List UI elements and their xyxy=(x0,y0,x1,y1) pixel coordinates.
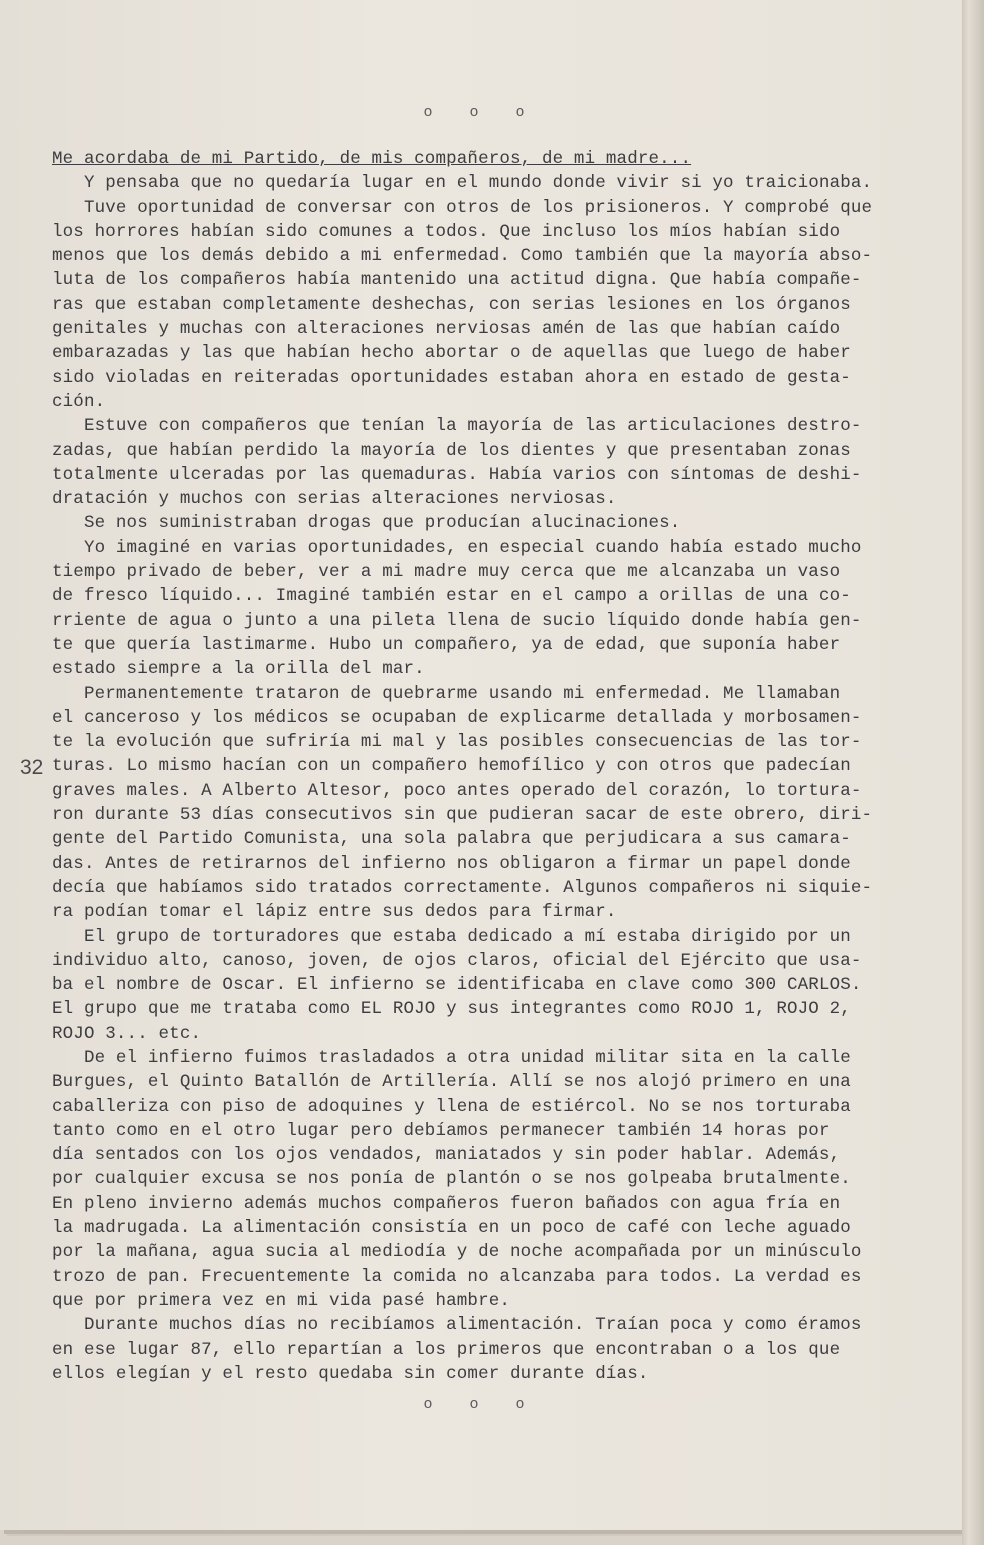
text-line: ROJO 3... etc. xyxy=(52,1023,202,1044)
text-line: totalmente ulceradas por las quemaduras. Había varios con síntomas de deshi- xyxy=(52,464,862,485)
text-line: Durante muchos días no recibíamos alimentación. Traían poca y como éramos xyxy=(52,1315,862,1336)
text-line: el canceroso y los médicos se ocupaban de explicarme detallada y morbosamen- xyxy=(52,707,862,728)
text-line: ción. xyxy=(52,391,106,412)
text-line: por la mañana, agua sucia al mediodía y de noche acompañada por un minúsculo xyxy=(52,1242,862,1263)
text-line: los horrores habían sido comunes a todos. Que incluso los míos habían sido xyxy=(52,221,841,242)
text-line: tanto como en el otro lugar pero debíamos permanecer también 14 horas por xyxy=(52,1120,830,1141)
text-line: Se nos suministraban drogas que producían alucinaciones. xyxy=(52,513,681,534)
text-line: ras que estaban completamente deshechas, con serias lesiones en los órganos xyxy=(52,294,851,315)
text-line: gente del Partido Comunista, una sola palabra que perjudicara a sus camara- xyxy=(52,829,851,850)
text-line: de fresco líquido... Imaginé también estar en el campo a orillas de una co- xyxy=(52,586,851,607)
text-line: la madrugada. La alimentación consistía en un poco de café con leche aguado xyxy=(52,1218,851,1239)
text-line: caballeriza con piso de adoquines y llena de estiércol. No se nos torturaba xyxy=(52,1096,851,1117)
page-number: 32 xyxy=(20,756,44,779)
section-separator-top: o o o xyxy=(423,104,539,121)
text-line: tiempo privado de beber, ver a mi madre muy cerca que me alcanzaba un vaso xyxy=(52,562,841,583)
text-line: rriente de agua o junto a una pileta llena de sucio líquido donde había gen- xyxy=(52,610,862,631)
text-line: De el infierno fuimos trasladados a otra unidad militar sita en la calle xyxy=(52,1047,851,1068)
text-line: luta de los compañeros había mantenido una actitud digna. Que había compañe- xyxy=(52,270,862,291)
text-line: graves males. A Alberto Altesor, poco antes operado del corazón, lo tortura- xyxy=(52,780,862,801)
text-line: trozo de pan. Frecuentemente la comida no alcanzaba para todos. La verdad es xyxy=(52,1266,862,1287)
text-line: en ese lugar 87, ello repartían a los primeros que encontraban o a los que xyxy=(52,1339,841,1360)
text-line: El grupo de torturadores que estaba dedicado a mí estaba dirigido por un xyxy=(52,926,851,947)
text-line: zadas, que habían perdido la mayoría de los dientes y que presentaban zonas xyxy=(52,440,851,461)
body-text xyxy=(52,147,964,1386)
text-line: estado siempre a la orilla del mar. xyxy=(52,659,425,680)
text-line: menos que los demás debido a mi enfermedad. Como también que la mayoría abso- xyxy=(52,246,873,267)
text-line: individuo alto, canoso, joven, de ojos claros, oficial del Ejército que usa- xyxy=(52,950,862,971)
text-line: por cualquier excusa se nos ponía de plantón o se nos golpeaba brutalmente. xyxy=(52,1169,851,1190)
text-line: Permanentemente trataron de quebrarme usando mi enfermedad. Me llamaban xyxy=(52,683,841,704)
text-line: ra podían tomar el lápiz entre sus dedos para firmar. xyxy=(52,902,617,923)
section-separator-bottom: o o o xyxy=(423,1396,539,1413)
text-line: que por primera vez en mi vida pasé hambre. xyxy=(52,1290,511,1311)
text-line: En pleno invierno además muchos compañeros fueron bañados con agua fría en xyxy=(52,1193,841,1214)
text-line: das. Antes de retirarnos del infierno nos obligaron a firmar un papel donde xyxy=(52,853,851,874)
text-line: genitales y muchas con alteraciones nerviosas amén de las que habían caído xyxy=(52,319,841,340)
text-line: ellos elegían y el resto quedaba sin comer durante días. xyxy=(52,1363,649,1384)
text-line: embarazadas y las que habían hecho abortar o de aquellas que luego de haber xyxy=(52,343,851,364)
text-line: sido violadas en reiteradas oportunidades estaban ahora en estado de gesta- xyxy=(52,367,851,388)
text-line: ron durante 53 días consecutivos sin que pudieran sacar de este obrero, diri- xyxy=(52,805,873,826)
text-line: dratación y muchos con serias alteraciones nerviosas. xyxy=(52,489,617,510)
text-line: Yo imaginé en varias oportunidades, en especial cuando había estado mucho xyxy=(52,537,862,558)
text-line: decía que habíamos sido tratados correctamente. Algunos compañeros ni siquie- xyxy=(52,877,873,898)
text-line: te que quería lastimarme. Hubo un compañero, ya de edad, que suponía haber xyxy=(52,634,841,655)
text-line: Y pensaba que no quedaría lugar en el mundo donde vivir si yo traicionaba. xyxy=(52,173,873,194)
text-line: Tuve oportunidad de conversar con otros de los prisioneros. Y comprobé que xyxy=(52,197,873,218)
text-line: Burgues, el Quinto Batallón de Artillería. Allí se nos alojó primero en una xyxy=(52,1072,851,1093)
text-line: ba el nombre de Oscar. El infierno se identificaba en clave como 300 CARLOS. xyxy=(52,975,862,996)
text-line: turas. Lo mismo hacían con un compañero hemofílico y con otros que padecían xyxy=(52,756,851,777)
binding-edge xyxy=(962,0,984,1545)
text-line: día sentados con los ojos vendados, maniatados y sin poder hablar. Además, xyxy=(52,1145,841,1166)
text-line: te la evolución que sufriría mi mal y las posibles consecuencias de las tor- xyxy=(52,732,862,753)
text-line: El grupo que me trataba como EL ROJO y sus integrantes como ROJO 1, ROJO 2, xyxy=(52,999,851,1020)
text-line: Estuve con compañeros que tenían la mayoría de las articulaciones destro- xyxy=(52,416,862,437)
text-line: Me acordaba de mi Partido, de mis compañeros, de mi madre... xyxy=(52,149,692,169)
